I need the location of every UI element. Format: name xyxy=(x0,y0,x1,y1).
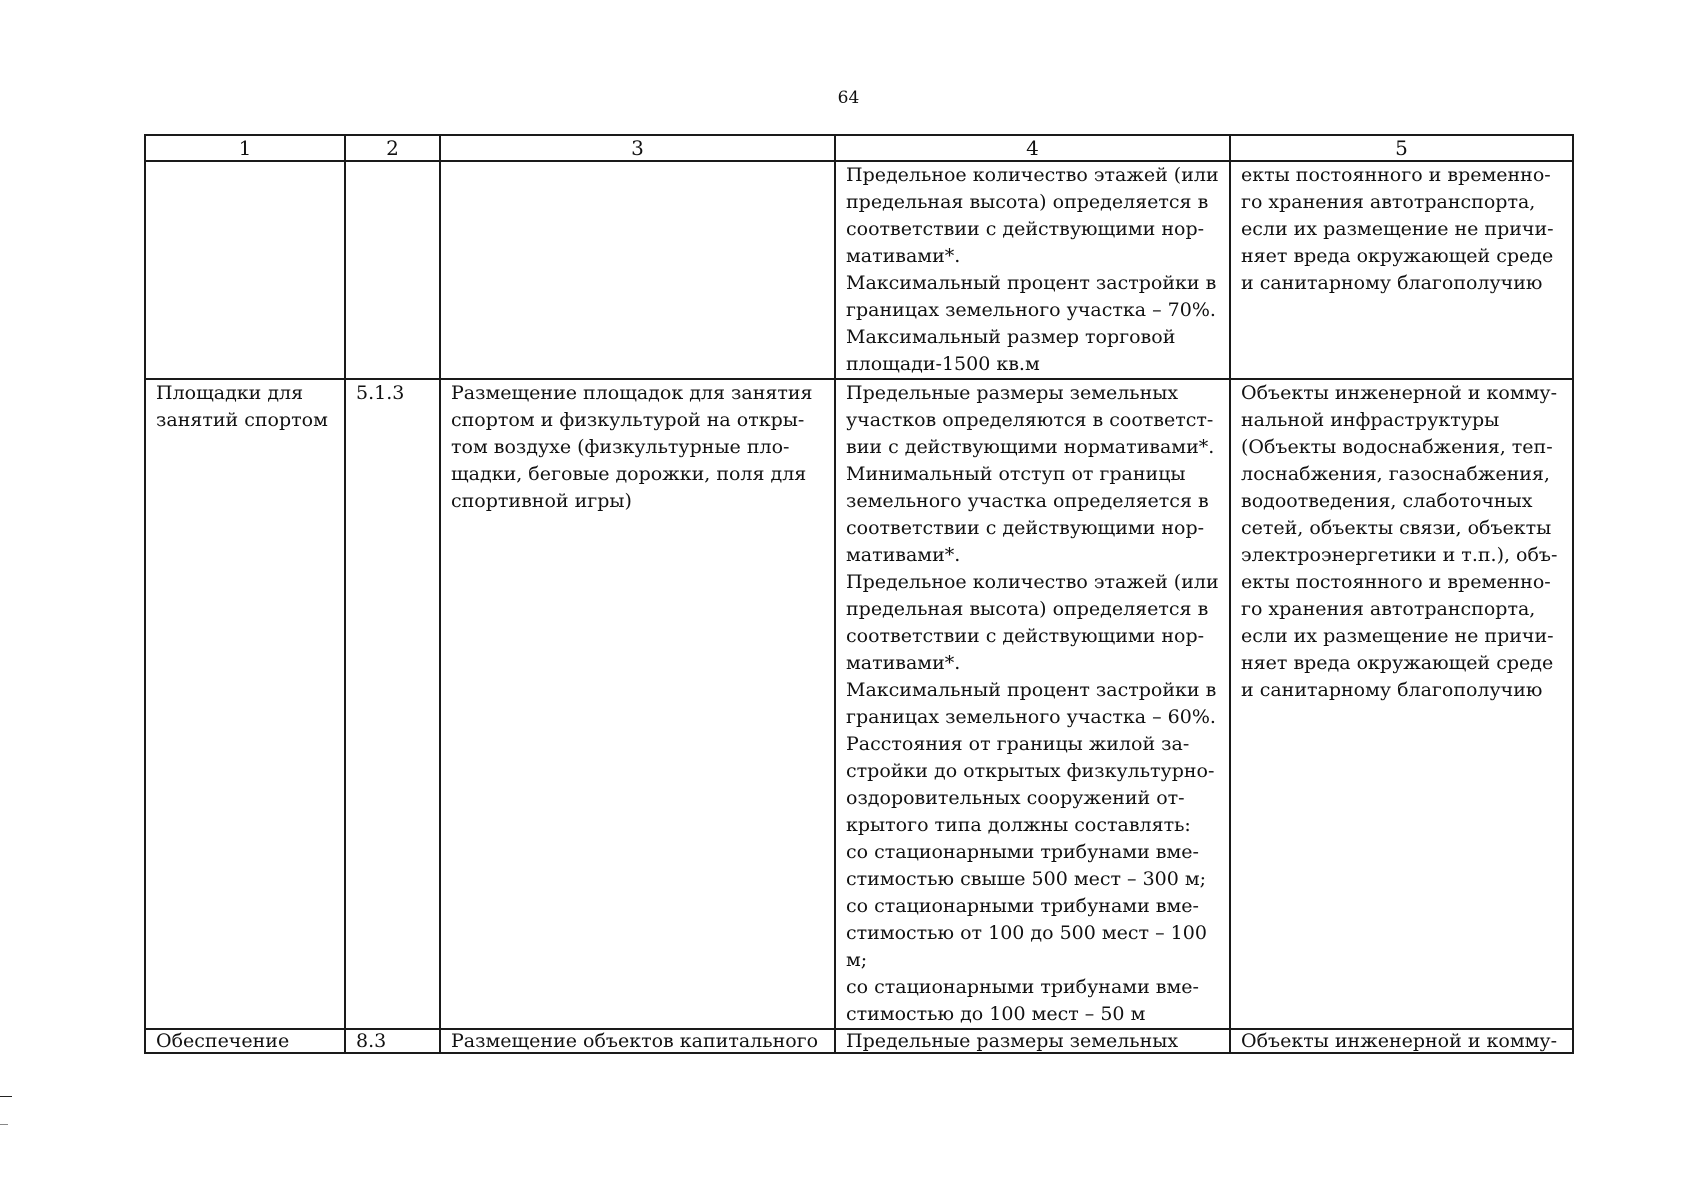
cell-text-line: стимостью от 100 до 500 мест – 100 xyxy=(846,922,1207,944)
table-row xyxy=(145,1029,1573,1053)
cell-text-line: предельная высота) определяется в xyxy=(846,598,1209,620)
cell-text-line: со стационарными трибунами вме- xyxy=(846,895,1199,917)
scan-edge-mark xyxy=(0,1124,8,1125)
cell-text-line: площади-1500 кв.м xyxy=(846,353,1040,375)
cell-text-line: (Объекты водоснабжения, теп- xyxy=(1241,436,1553,458)
cell-text-line: оздоровительных сооружений от- xyxy=(846,787,1185,809)
cell-text-line: соответствии с действующими нор- xyxy=(846,625,1205,647)
cell-text-line: Расстояния от границы жилой за- xyxy=(846,733,1190,755)
cell-text-line: Объекты инженерной и комму- xyxy=(1241,1030,1557,1052)
cell-text-line: и санитарному благополучию xyxy=(1241,679,1543,701)
cell-parameters xyxy=(835,1029,1230,1053)
cell-text-line: соответствии с действующими нор- xyxy=(846,517,1205,539)
cell-text-line: Максимальный процент застройки в xyxy=(846,272,1217,294)
cell-text-line: земельного участка определяется в xyxy=(846,490,1209,512)
cell-text-line: няет вреда окружающей среде xyxy=(1241,245,1554,267)
cell-text-line: если их размещение не причи- xyxy=(1241,625,1554,647)
cell-text-line: если их размещение не причи- xyxy=(1241,218,1554,240)
cell-text-line: нальной инфраструктуры xyxy=(1241,409,1500,431)
cell-code xyxy=(345,379,440,1029)
cell-text-line: 8.3 xyxy=(356,1030,387,1052)
cell-text-line: Предельные размеры земельных xyxy=(846,1030,1179,1052)
cell-text-line: Обеспечение xyxy=(156,1030,290,1052)
cell-text-line: екты постоянного и временно- xyxy=(1241,571,1551,593)
cell-text-line: спортивной игры) xyxy=(451,490,632,512)
cell-text-line: соответствии с действующими нор- xyxy=(846,218,1205,240)
page-number: 64 xyxy=(837,88,860,108)
cell-description xyxy=(440,161,835,379)
cell-text-line: Размещение площадок для занятия xyxy=(451,382,813,404)
cell-text-line: со стационарными трибунами вме- xyxy=(846,841,1199,863)
cell-text-line: мативами*. xyxy=(846,544,961,566)
cell-text-line: мативами*. xyxy=(846,652,961,674)
table-header-row xyxy=(145,135,1573,161)
cell-text-line: и санитарному благополучию xyxy=(1241,272,1543,294)
header-col-5: 5 xyxy=(1230,135,1573,161)
cell-text-line: стимостью свыше 500 мест – 300 м; xyxy=(846,868,1207,890)
cell-text-line: няет вреда окружающей среде xyxy=(1241,652,1554,674)
cell-description xyxy=(440,1029,835,1053)
cell-text-line: Предельное количество этажей (или xyxy=(846,164,1219,186)
cell-text-line: стимостью до 100 мест – 50 м xyxy=(846,1003,1146,1025)
cell-text-line: лоснабжения, газоснабжения, xyxy=(1241,463,1550,485)
cell-text-line: Размещение объектов капитального xyxy=(451,1030,819,1052)
cell-parameters xyxy=(835,161,1230,379)
cell-code xyxy=(345,161,440,379)
cell-text-line: электроэнергетики и т.п.), объ- xyxy=(1241,544,1558,566)
cell-code xyxy=(345,1029,440,1053)
cell-auxiliary-uses xyxy=(1230,379,1573,1029)
table-row xyxy=(145,161,1573,379)
cell-text-line: мативами*. xyxy=(846,245,961,267)
cell-text-line: го хранения автотранспорта, xyxy=(1241,598,1536,620)
cell-use-name xyxy=(145,161,345,379)
cell-text-line: со стационарными трибунами вме- xyxy=(846,976,1199,998)
regulations-table xyxy=(144,134,1574,1054)
cell-text-line: го хранения автотранспорта, xyxy=(1241,191,1536,213)
cell-text-line: Предельное количество этажей (или xyxy=(846,571,1219,593)
cell-text-line: том воздухе (физкультурные пло- xyxy=(451,436,790,458)
cell-text-line: Максимальный размер торговой xyxy=(846,326,1176,348)
cell-use-name xyxy=(145,1029,345,1053)
cell-text-line: границах земельного участка – 60%. xyxy=(846,706,1216,728)
cell-text-line: вии с действующими нормативами*. xyxy=(846,436,1215,458)
cell-text-line: м; xyxy=(846,949,868,971)
header-col-4: 4 xyxy=(835,135,1230,161)
cell-text-line: екты постоянного и временно- xyxy=(1241,164,1551,186)
header-col-2: 2 xyxy=(345,135,440,161)
cell-text-line: водоотведения, слаботочных xyxy=(1241,490,1533,512)
cell-text-line: щадки, беговые дорожки, поля для xyxy=(451,463,807,485)
cell-text-line: крытого типа должны составлять: xyxy=(846,814,1191,836)
cell-text-line: занятий спортом xyxy=(156,409,328,431)
cell-parameters xyxy=(835,379,1230,1029)
header-col-3: 3 xyxy=(440,135,835,161)
cell-text-line: Площадки для xyxy=(156,382,304,404)
cell-auxiliary-uses xyxy=(1230,1029,1573,1053)
cell-text-line: сетей, объекты связи, объекты xyxy=(1241,517,1552,539)
cell-text-line: предельная высота) определяется в xyxy=(846,191,1209,213)
cell-text-line: Минимальный отступ от границы xyxy=(846,463,1186,485)
cell-text-line: 5.1.3 xyxy=(356,382,405,404)
cell-text-line: спортом и физкультурой на откры- xyxy=(451,409,805,431)
scan-edge-mark xyxy=(0,1096,12,1097)
cell-use-name xyxy=(145,379,345,1029)
cell-text-line: Предельные размеры земельных xyxy=(846,382,1179,404)
cell-text-line: границах земельного участка – 70%. xyxy=(846,299,1216,321)
cell-description xyxy=(440,379,835,1029)
cell-auxiliary-uses xyxy=(1230,161,1573,379)
cell-text-line: стройки до открытых физкультурно- xyxy=(846,760,1215,782)
cell-text-line: Объекты инженерной и комму- xyxy=(1241,382,1557,404)
table-row xyxy=(145,379,1573,1029)
cell-text-line: участков определяются в соответст- xyxy=(846,409,1214,431)
header-col-1: 1 xyxy=(145,135,345,161)
cell-text-line: Максимальный процент застройки в xyxy=(846,679,1217,701)
